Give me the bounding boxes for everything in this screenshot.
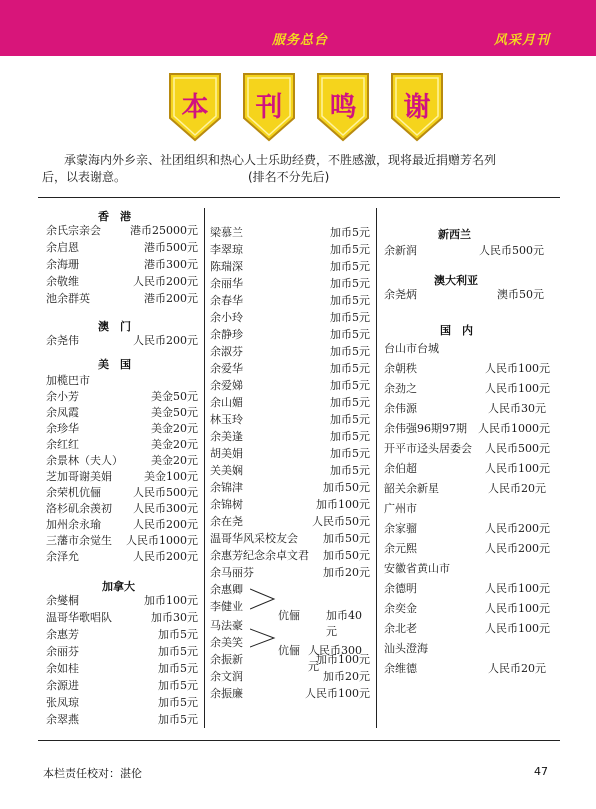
donor-entry bbox=[210, 547, 370, 564]
donor-entry bbox=[210, 496, 370, 513]
donor-entry bbox=[46, 239, 198, 256]
donor-entry bbox=[384, 480, 550, 497]
donor-name: 余文润 bbox=[210, 670, 243, 683]
donor-entry bbox=[46, 532, 198, 549]
donor-entry bbox=[210, 292, 370, 309]
donor-name: 李翠琼 bbox=[210, 243, 243, 256]
donor-entry bbox=[210, 275, 370, 292]
title-shield bbox=[316, 72, 370, 142]
title-shield bbox=[242, 72, 296, 142]
donor-name: 洛杉矶余羡初 bbox=[46, 502, 112, 515]
donor-amount: 美金20元 bbox=[151, 438, 198, 451]
donor-amount: 加币100元 bbox=[316, 653, 370, 666]
donor-amount: 加币5元 bbox=[158, 679, 198, 692]
donor-amount: 加币50元 bbox=[323, 549, 370, 562]
donor-entry bbox=[46, 484, 198, 501]
donor-amount: 人民币100元 bbox=[485, 462, 550, 475]
donor-name: 余锦津 bbox=[210, 481, 243, 494]
couple-label: 伉俪 bbox=[278, 609, 300, 622]
donor-entry bbox=[384, 660, 550, 677]
donor-name: 安徽省黄山市 bbox=[384, 562, 450, 575]
intro-line: 承蒙海内外乡亲、社团组织和热心人士乐助经费，不胜感激，现将最近捐赠芳名列 bbox=[64, 153, 497, 167]
region-title: 新西兰 bbox=[438, 228, 471, 241]
donor-amount: 加币5元 bbox=[330, 226, 370, 239]
donor-name: 余振廉 bbox=[210, 687, 243, 700]
region-title: 香 港 bbox=[98, 210, 131, 223]
donor-amount: 人民币1000元 bbox=[478, 422, 550, 435]
donor-name: 余伟强96期97期 bbox=[384, 422, 467, 435]
donor-entry bbox=[210, 394, 370, 411]
donor-entry bbox=[46, 388, 198, 405]
donor-amount: 加币5元 bbox=[330, 430, 370, 443]
donor-entry bbox=[384, 520, 550, 537]
donor-entry bbox=[210, 428, 370, 445]
donor-name: 余凤霞 bbox=[46, 406, 79, 419]
donor-amount: 美金20元 bbox=[151, 454, 198, 467]
donor-entry bbox=[46, 273, 198, 290]
donor-name: 汕头澄海 bbox=[384, 642, 428, 655]
donor-name: 余劲之 bbox=[384, 382, 417, 395]
donor-amount: 加币5元 bbox=[330, 464, 370, 477]
donor-amount: 加币20元 bbox=[323, 566, 370, 579]
donor-amount: 人民币100元 bbox=[485, 382, 550, 395]
donor-entry bbox=[210, 343, 370, 360]
donor-name: 余海珊 bbox=[46, 258, 79, 271]
donor-entry bbox=[384, 420, 550, 437]
donor-entry bbox=[46, 626, 198, 643]
donor-amount: 人民币500元 bbox=[133, 486, 198, 499]
donor-entry bbox=[210, 377, 370, 394]
donor-entry bbox=[210, 513, 370, 530]
title-char: 本 bbox=[181, 92, 209, 123]
donor-amount: 人民币200元 bbox=[485, 522, 550, 535]
couple-bracket bbox=[250, 626, 276, 650]
donor-amount: 加币5元 bbox=[158, 662, 198, 675]
donor-amount: 人民币30元 bbox=[488, 402, 546, 415]
header-section-label: 服务总台 bbox=[272, 33, 329, 48]
donor-amount: 人民币20元 bbox=[488, 662, 546, 675]
donor-entry bbox=[46, 420, 198, 437]
donor-column-1 bbox=[46, 208, 198, 733]
page-number: 47 bbox=[534, 765, 548, 778]
donor-amount: 港币200元 bbox=[144, 292, 198, 305]
donor-amount: 人民币20元 bbox=[488, 482, 546, 495]
donor-column-3 bbox=[384, 226, 550, 686]
donor-entry bbox=[210, 258, 370, 275]
donor-name: 三藩市余觉生 bbox=[46, 534, 112, 547]
donor-name: 加州余永瑜 bbox=[46, 518, 101, 531]
column-divider bbox=[376, 208, 377, 728]
donor-name: 余爱娣 bbox=[210, 379, 243, 392]
region-title: 国 内 bbox=[440, 324, 473, 337]
donor-entry bbox=[384, 460, 550, 477]
donor-name: 余伯超 bbox=[384, 462, 417, 475]
donor-entry bbox=[46, 694, 198, 711]
donor-name: 梁慕兰 bbox=[210, 226, 243, 239]
donor-name: 余新润 bbox=[384, 244, 417, 257]
donor-column-2 bbox=[210, 224, 370, 724]
donor-entry bbox=[46, 290, 198, 307]
donor-name: 余家骝 bbox=[384, 522, 417, 535]
donor-name: 林玉玲 bbox=[210, 413, 243, 426]
donor-name: 余丽芬 bbox=[46, 645, 79, 658]
donor-name: 余静珍 bbox=[210, 328, 243, 341]
donor-name: 余荣机伉俪 bbox=[46, 486, 101, 499]
donor-name: 关美娴 bbox=[210, 464, 243, 477]
donor-entry bbox=[46, 516, 198, 533]
donor-amount: 加币5元 bbox=[330, 413, 370, 426]
donor-amount: 加币100元 bbox=[144, 594, 198, 607]
donor-entry bbox=[384, 286, 550, 303]
donor-name: 温哥华歌唱队 bbox=[46, 611, 112, 624]
top-divider bbox=[38, 197, 560, 198]
donor-amount: 美金50元 bbox=[151, 390, 198, 403]
donor-name: 广州市 bbox=[384, 502, 417, 515]
donor-amount: 加币5元 bbox=[158, 628, 198, 641]
donor-name: 余尧炳 bbox=[384, 288, 417, 301]
donor-name: 余在尧 bbox=[210, 515, 243, 528]
donor-name: 余惠芳 bbox=[46, 628, 79, 641]
donor-amount: 加币50元 bbox=[323, 532, 370, 545]
donor-name: 余源进 bbox=[46, 679, 79, 692]
donor-amount: 加币5元 bbox=[330, 311, 370, 324]
title-shield bbox=[390, 72, 444, 142]
donor-entry bbox=[210, 326, 370, 343]
title-char: 鸣 bbox=[329, 92, 357, 123]
donor-entry bbox=[384, 540, 550, 557]
intro-line bbox=[42, 169, 564, 186]
donor-name: 温哥华风采校友会 bbox=[210, 532, 298, 545]
donor-name: 余泽允 bbox=[46, 550, 79, 563]
donor-amount: 加币5元 bbox=[158, 645, 198, 658]
donor-name: 余小玲 bbox=[210, 311, 243, 324]
donor-entry bbox=[210, 581, 370, 598]
donor-name: 余北老 bbox=[384, 622, 417, 635]
donor-amount: 加币5元 bbox=[158, 696, 198, 709]
donor-amount: 人民币200元 bbox=[133, 518, 198, 531]
donor-entry bbox=[46, 256, 198, 273]
region-title: 美 国 bbox=[98, 358, 131, 371]
donor-entry bbox=[210, 241, 370, 258]
donor-name: 李健业 bbox=[210, 600, 243, 613]
couple-bracket bbox=[250, 586, 276, 612]
donor-name: 余珍华 bbox=[46, 422, 79, 435]
donor-name: 余振新 bbox=[210, 653, 243, 666]
donor-entry bbox=[210, 309, 370, 326]
region-title: 澳 门 bbox=[98, 320, 131, 333]
donor-entry bbox=[46, 372, 198, 389]
donor-name: 加榄巴市 bbox=[46, 374, 90, 387]
donor-amount: 加币5元 bbox=[158, 713, 198, 726]
donor-entry bbox=[384, 400, 550, 417]
donor-entry bbox=[46, 436, 198, 453]
donor-amount: 加币5元 bbox=[330, 345, 370, 358]
donor-amount: 人民币100元 bbox=[305, 687, 370, 700]
donor-amount: 人民币100元 bbox=[485, 362, 550, 375]
donor-name: 陈瑞深 bbox=[210, 260, 243, 273]
donor-entry bbox=[384, 580, 550, 597]
donor-amount: 加币5元 bbox=[330, 447, 370, 460]
donor-amount: 人民币200元 bbox=[133, 550, 198, 563]
donor-entry bbox=[46, 332, 198, 349]
donor-name: 余维德 bbox=[384, 662, 417, 675]
donor-entry bbox=[384, 640, 550, 657]
donor-amount: 人民币100元 bbox=[485, 622, 550, 635]
donor-entry bbox=[384, 242, 550, 259]
donor-amount: 港币300元 bbox=[144, 258, 198, 271]
donor-entry bbox=[210, 224, 370, 241]
donor-name: 马法豪 bbox=[210, 619, 243, 632]
donor-entry bbox=[46, 548, 198, 565]
donor-entry bbox=[46, 452, 198, 469]
donor-amount: 加币20元 bbox=[323, 670, 370, 683]
donor-entry bbox=[384, 600, 550, 617]
donor-amount: 港币500元 bbox=[144, 241, 198, 254]
title-char: 谢 bbox=[403, 92, 431, 123]
donor-entry bbox=[210, 445, 370, 462]
donor-entry bbox=[210, 360, 370, 377]
donor-name: 胡美娟 bbox=[210, 447, 243, 460]
donor-name: 余元熙 bbox=[384, 542, 417, 555]
donor-amount: 人民币200元 bbox=[133, 334, 198, 347]
donor-entry bbox=[46, 711, 198, 728]
donor-entry bbox=[210, 564, 370, 581]
intro-note: (排名不分先后) bbox=[248, 170, 330, 184]
donor-name: 余马丽芬 bbox=[210, 566, 254, 579]
donor-amount: 美金50元 bbox=[151, 406, 198, 419]
donor-name: 余朝秩 bbox=[384, 362, 417, 375]
page-title bbox=[168, 72, 444, 142]
bottom-divider bbox=[38, 740, 560, 741]
donor-amount: 加币5元 bbox=[330, 362, 370, 375]
donor-amount: 人民币300元 bbox=[133, 502, 198, 515]
donor-entry bbox=[46, 677, 198, 694]
donor-name: 池余群英 bbox=[46, 292, 90, 305]
donor-amount: 加币5元 bbox=[330, 379, 370, 392]
title-shield bbox=[168, 72, 222, 142]
region-title: 加拿大 bbox=[102, 580, 135, 593]
donor-amount: 加币5元 bbox=[330, 243, 370, 256]
donor-entry bbox=[384, 360, 550, 377]
region-title: 澳大利亚 bbox=[434, 274, 478, 287]
donor-entry bbox=[384, 620, 550, 637]
donor-name: 张凤琼 bbox=[46, 696, 79, 709]
donor-name: 余德明 bbox=[384, 582, 417, 595]
donor-name: 余尧伟 bbox=[46, 334, 79, 347]
donor-name: 余红红 bbox=[46, 438, 79, 451]
donor-name: 台山市台城 bbox=[384, 342, 439, 355]
donor-name: 余景林（夫人） bbox=[46, 454, 123, 467]
donor-amount: 加币30元 bbox=[151, 611, 198, 624]
donor-entry bbox=[46, 468, 198, 485]
couple-amount: 加币40元 bbox=[326, 609, 362, 638]
donor-name: 余美笑 bbox=[210, 636, 243, 649]
column-divider bbox=[204, 208, 205, 728]
donor-entry bbox=[46, 404, 198, 421]
donor-name: 余如桂 bbox=[46, 662, 79, 675]
donor-name: 余丽华 bbox=[210, 277, 243, 290]
donor-amount: 美金20元 bbox=[151, 422, 198, 435]
donor-entry bbox=[210, 411, 370, 428]
donor-entry bbox=[46, 592, 198, 609]
donor-name: 余惠卿 bbox=[210, 583, 243, 596]
donor-name: 余春华 bbox=[210, 294, 243, 307]
donor-name: 余燮桐 bbox=[46, 594, 79, 607]
donor-name: 余氏宗亲会 bbox=[46, 224, 101, 237]
donor-entry bbox=[46, 660, 198, 677]
donor-name: 余小芳 bbox=[46, 390, 79, 403]
donor-amount: 加币5元 bbox=[330, 260, 370, 273]
donor-entry bbox=[384, 440, 550, 457]
header-magazine-name: 风采月刊 bbox=[494, 33, 551, 48]
donor-amount: 人民币500元 bbox=[479, 244, 544, 257]
donor-entry bbox=[384, 380, 550, 397]
donor-entry bbox=[46, 500, 198, 517]
donor-amount: 港币25000元 bbox=[130, 224, 198, 237]
donor-amount: 人民币50元 bbox=[312, 515, 370, 528]
donor-name: 芝加哥谢美娟 bbox=[46, 470, 112, 483]
donor-amount: 人民币1000元 bbox=[126, 534, 198, 547]
donor-entry bbox=[384, 560, 550, 577]
couple-amount: 人民币300元 bbox=[308, 644, 362, 673]
donor-amount: 人民币100元 bbox=[485, 582, 550, 595]
intro-paragraph bbox=[42, 152, 564, 186]
donor-name: 余山媚 bbox=[210, 396, 243, 409]
donor-amount: 人民币500元 bbox=[485, 442, 550, 455]
donor-amount: 人民币100元 bbox=[485, 602, 550, 615]
header-band bbox=[0, 0, 596, 56]
intro-line-text: 后，以表谢意。 bbox=[42, 170, 127, 184]
couple-label: 伉俪 bbox=[278, 644, 300, 657]
donor-name: 余美逢 bbox=[210, 430, 243, 443]
donor-entry bbox=[210, 530, 370, 547]
donor-amount: 人民币200元 bbox=[133, 275, 198, 288]
donor-amount: 美金100元 bbox=[144, 470, 198, 483]
donor-name: 余爱华 bbox=[210, 362, 243, 375]
donor-name: 余敬维 bbox=[46, 275, 79, 288]
donor-name: 余惠芳纪念余卓文君 bbox=[210, 549, 309, 562]
donor-amount: 加币5元 bbox=[330, 328, 370, 341]
donor-entry bbox=[384, 500, 550, 517]
title-char: 刊 bbox=[255, 92, 283, 123]
donor-name: 开平市迳头居委会 bbox=[384, 442, 472, 455]
donor-name: 余淑芬 bbox=[210, 345, 243, 358]
donor-name: 余锦树 bbox=[210, 498, 243, 511]
donor-entry bbox=[384, 340, 550, 357]
donor-name: 余奕金 bbox=[384, 602, 417, 615]
donor-entry bbox=[46, 609, 198, 626]
donor-entry bbox=[210, 685, 370, 702]
donor-amount: 加币5元 bbox=[330, 294, 370, 307]
donor-amount: 加币100元 bbox=[316, 498, 370, 511]
donor-amount: 加币5元 bbox=[330, 396, 370, 409]
donor-amount: 加币50元 bbox=[323, 481, 370, 494]
donor-name: 余伟源 bbox=[384, 402, 417, 415]
donor-entry bbox=[46, 222, 198, 239]
donor-name: 韶关余新星 bbox=[384, 482, 439, 495]
donor-amount: 澳币50元 bbox=[497, 288, 544, 301]
donor-amount: 人民币200元 bbox=[485, 542, 550, 555]
donor-entry bbox=[210, 479, 370, 496]
donor-entry bbox=[210, 462, 370, 479]
donor-amount: 加币5元 bbox=[330, 277, 370, 290]
proofreader-credit: 本栏责任校对：湛伦 bbox=[43, 767, 142, 780]
donor-name: 余启恩 bbox=[46, 241, 79, 254]
donor-entry bbox=[46, 643, 198, 660]
donor-name: 余翠燕 bbox=[46, 713, 79, 726]
